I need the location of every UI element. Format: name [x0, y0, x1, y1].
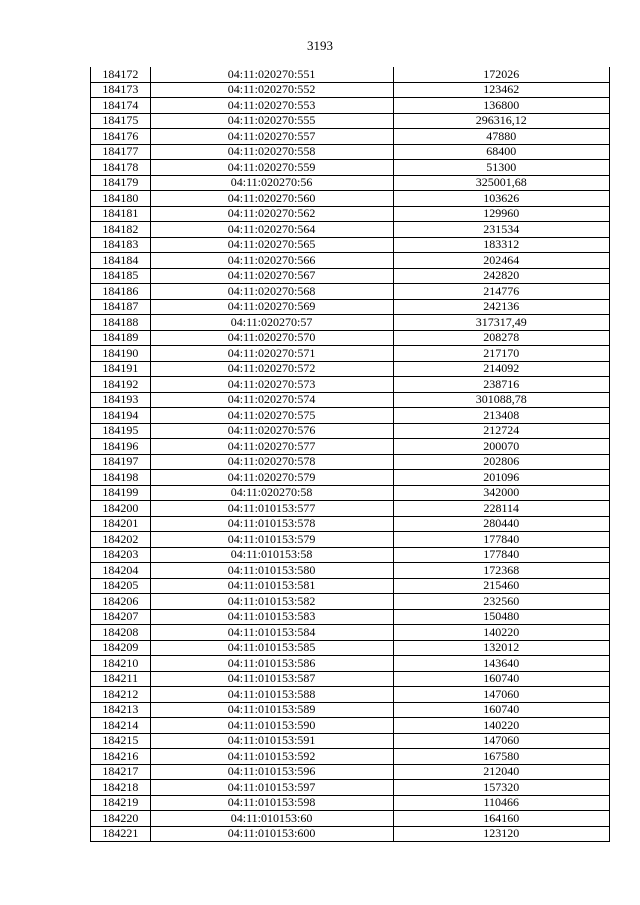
row-number-cell: 184201 — [91, 516, 151, 532]
row-number-cell: 184219 — [91, 795, 151, 811]
row-number-cell: 184211 — [91, 671, 151, 687]
row-number-cell: 184179 — [91, 175, 151, 191]
cadastral-number-cell: 04:11:020270:578 — [150, 454, 393, 470]
cadastral-value-cell: 68400 — [393, 144, 609, 160]
cadastral-value-table — [90, 67, 610, 842]
table-row — [91, 780, 610, 796]
table-row — [91, 671, 610, 687]
cadastral-number-cell: 04:11:020270:569 — [150, 299, 393, 315]
cadastral-value-cell: 143640 — [393, 656, 609, 672]
row-number-cell: 184184 — [91, 253, 151, 269]
cadastral-value-cell: 214092 — [393, 361, 609, 377]
table-row — [91, 222, 610, 238]
row-number-cell: 184206 — [91, 594, 151, 610]
cadastral-value-cell: 213408 — [393, 408, 609, 424]
cadastral-number-cell: 04:11:010153:580 — [150, 563, 393, 579]
row-number-cell: 184186 — [91, 284, 151, 300]
table-row — [91, 454, 610, 470]
cadastral-number-cell: 04:11:010153:591 — [150, 733, 393, 749]
cadastral-number-cell: 04:11:010153:60 — [150, 811, 393, 827]
table-row — [91, 377, 610, 393]
cadastral-value-cell: 140220 — [393, 625, 609, 641]
cadastral-value-cell: 214776 — [393, 284, 609, 300]
cadastral-number-cell: 04:11:010153:600 — [150, 826, 393, 842]
cadastral-number-cell: 04:11:020270:567 — [150, 268, 393, 284]
cadastral-value-cell: 51300 — [393, 160, 609, 176]
table-row — [91, 129, 610, 145]
cadastral-number-cell: 04:11:020270:566 — [150, 253, 393, 269]
cadastral-number-cell: 04:11:020270:562 — [150, 206, 393, 222]
table-row — [91, 206, 610, 222]
cadastral-number-cell: 04:11:010153:579 — [150, 532, 393, 548]
cadastral-value-cell: 132012 — [393, 640, 609, 656]
row-number-cell: 184202 — [91, 532, 151, 548]
row-number-cell: 184210 — [91, 656, 151, 672]
row-number-cell: 184173 — [91, 82, 151, 98]
row-number-cell: 184203 — [91, 547, 151, 563]
cadastral-value-cell: 280440 — [393, 516, 609, 532]
cadastral-number-cell: 04:11:020270:574 — [150, 392, 393, 408]
cadastral-number-cell: 04:11:010153:588 — [150, 687, 393, 703]
table-row — [91, 516, 610, 532]
cadastral-value-cell: 47880 — [393, 129, 609, 145]
cadastral-value-cell: 177840 — [393, 547, 609, 563]
row-number-cell: 184205 — [91, 578, 151, 594]
cadastral-value-cell: 177840 — [393, 532, 609, 548]
table-row — [91, 501, 610, 517]
cadastral-number-cell: 04:11:020270:58 — [150, 485, 393, 501]
cadastral-number-cell: 04:11:010153:577 — [150, 501, 393, 517]
cadastral-number-cell: 04:11:010153:581 — [150, 578, 393, 594]
cadastral-value-cell: 200070 — [393, 439, 609, 455]
row-number-cell: 184177 — [91, 144, 151, 160]
row-number-cell: 184213 — [91, 702, 151, 718]
table-row — [91, 532, 610, 548]
row-number-cell: 184195 — [91, 423, 151, 439]
cadastral-value-cell: 140220 — [393, 718, 609, 734]
table-row — [91, 113, 610, 129]
row-number-cell: 184215 — [91, 733, 151, 749]
cadastral-number-cell: 04:11:020270:572 — [150, 361, 393, 377]
cadastral-number-cell: 04:11:020270:56 — [150, 175, 393, 191]
cadastral-number-cell: 04:11:020270:575 — [150, 408, 393, 424]
table-row — [91, 237, 610, 253]
table-row — [91, 764, 610, 780]
table-row — [91, 284, 610, 300]
row-number-cell: 184185 — [91, 268, 151, 284]
row-number-cell: 184197 — [91, 454, 151, 470]
cadastral-value-cell: 296316,12 — [393, 113, 609, 129]
cadastral-value-cell: 172368 — [393, 563, 609, 579]
page-number: 3193 — [307, 38, 333, 53]
row-number-cell: 184183 — [91, 237, 151, 253]
row-number-cell: 184194 — [91, 408, 151, 424]
table-row — [91, 144, 610, 160]
cadastral-number-cell: 04:11:020270:57 — [150, 315, 393, 331]
cadastral-value-cell: 201096 — [393, 470, 609, 486]
table-row — [91, 98, 610, 114]
table-row — [91, 346, 610, 362]
row-number-cell: 184180 — [91, 191, 151, 207]
table-row — [91, 191, 610, 207]
row-number-cell: 184198 — [91, 470, 151, 486]
table-row — [91, 361, 610, 377]
table-row — [91, 175, 610, 191]
table-row — [91, 315, 610, 331]
table-row — [91, 749, 610, 765]
table-row — [91, 594, 610, 610]
row-number-cell: 184199 — [91, 485, 151, 501]
cadastral-number-cell: 04:11:010153:583 — [150, 609, 393, 625]
cadastral-number-cell: 04:11:010153:597 — [150, 780, 393, 796]
cadastral-number-cell: 04:11:020270:555 — [150, 113, 393, 129]
row-number-cell: 184217 — [91, 764, 151, 780]
table-row — [91, 485, 610, 501]
row-number-cell: 184204 — [91, 563, 151, 579]
row-number-cell: 184209 — [91, 640, 151, 656]
cadastral-value-cell: 231534 — [393, 222, 609, 238]
row-number-cell: 184181 — [91, 206, 151, 222]
row-number-cell: 184212 — [91, 687, 151, 703]
row-number-cell: 184208 — [91, 625, 151, 641]
cadastral-value-cell: 215460 — [393, 578, 609, 594]
table-row — [91, 82, 610, 98]
table-row — [91, 67, 610, 82]
cadastral-number-cell: 04:11:010153:582 — [150, 594, 393, 610]
cadastral-number-cell: 04:11:010153:592 — [150, 749, 393, 765]
table-row — [91, 826, 610, 842]
row-number-cell: 184200 — [91, 501, 151, 517]
cadastral-value-cell: 212040 — [393, 764, 609, 780]
table-row — [91, 625, 610, 641]
cadastral-value-cell: 217170 — [393, 346, 609, 362]
cadastral-value-cell: 172026 — [393, 67, 609, 82]
table-row — [91, 656, 610, 672]
table-row — [91, 811, 610, 827]
row-number-cell: 184221 — [91, 826, 151, 842]
cadastral-value-cell: 147060 — [393, 733, 609, 749]
cadastral-value-cell: 212724 — [393, 423, 609, 439]
cadastral-value-cell: 202464 — [393, 253, 609, 269]
table-row — [91, 330, 610, 346]
cadastral-number-cell: 04:11:020270:559 — [150, 160, 393, 176]
cadastral-number-cell: 04:11:010153:584 — [150, 625, 393, 641]
table-row — [91, 268, 610, 284]
cadastral-value-cell: 317317,49 — [393, 315, 609, 331]
cadastral-value-cell: 183312 — [393, 237, 609, 253]
row-number-cell: 184174 — [91, 98, 151, 114]
row-number-cell: 184178 — [91, 160, 151, 176]
cadastral-number-cell: 04:11:010153:587 — [150, 671, 393, 687]
table-row — [91, 547, 610, 563]
cadastral-number-cell: 04:11:010153:585 — [150, 640, 393, 656]
table-row — [91, 795, 610, 811]
table-row — [91, 253, 610, 269]
cadastral-value-cell: 242136 — [393, 299, 609, 315]
cadastral-number-cell: 04:11:020270:564 — [150, 222, 393, 238]
cadastral-number-cell: 04:11:020270:577 — [150, 439, 393, 455]
cadastral-number-cell: 04:11:010153:58 — [150, 547, 393, 563]
row-number-cell: 184191 — [91, 361, 151, 377]
cadastral-value-cell: 123462 — [393, 82, 609, 98]
table-row — [91, 578, 610, 594]
cadastral-number-cell: 04:11:020270:568 — [150, 284, 393, 300]
cadastral-number-cell: 04:11:020270:579 — [150, 470, 393, 486]
cadastral-number-cell: 04:11:020270:565 — [150, 237, 393, 253]
cadastral-value-cell: 228114 — [393, 501, 609, 517]
row-number-cell: 184175 — [91, 113, 151, 129]
cadastral-value-cell: 160740 — [393, 671, 609, 687]
cadastral-value-cell: 208278 — [393, 330, 609, 346]
row-number-cell: 184172 — [91, 67, 151, 82]
table-row — [91, 160, 610, 176]
cadastral-number-cell: 04:11:020270:558 — [150, 144, 393, 160]
cadastral-value-cell: 342000 — [393, 485, 609, 501]
row-number-cell: 184188 — [91, 315, 151, 331]
cadastral-value-cell: 167580 — [393, 749, 609, 765]
table-row — [91, 702, 610, 718]
cadastral-value-cell: 242820 — [393, 268, 609, 284]
cadastral-value-cell: 150480 — [393, 609, 609, 625]
cadastral-number-cell: 04:11:020270:571 — [150, 346, 393, 362]
row-number-cell: 184176 — [91, 129, 151, 145]
cadastral-value-cell: 238716 — [393, 377, 609, 393]
table-row — [91, 299, 610, 315]
cadastral-value-cell: 157320 — [393, 780, 609, 796]
table-row — [91, 609, 610, 625]
cadastral-value-cell: 160740 — [393, 702, 609, 718]
row-number-cell: 184218 — [91, 780, 151, 796]
cadastral-number-cell: 04:11:010153:589 — [150, 702, 393, 718]
cadastral-value-cell: 110466 — [393, 795, 609, 811]
row-number-cell: 184216 — [91, 749, 151, 765]
row-number-cell: 184187 — [91, 299, 151, 315]
cadastral-number-cell: 04:11:010153:598 — [150, 795, 393, 811]
table-row — [91, 640, 610, 656]
cadastral-value-cell: 232560 — [393, 594, 609, 610]
cadastral-number-cell: 04:11:020270:552 — [150, 82, 393, 98]
cadastral-number-cell: 04:11:020270:570 — [150, 330, 393, 346]
cadastral-value-cell: 202806 — [393, 454, 609, 470]
row-number-cell: 184192 — [91, 377, 151, 393]
cadastral-value-cell: 147060 — [393, 687, 609, 703]
cadastral-number-cell: 04:11:010153:590 — [150, 718, 393, 734]
cadastral-value-cell: 164160 — [393, 811, 609, 827]
table-row — [91, 718, 610, 734]
cadastral-value-cell: 301088,78 — [393, 392, 609, 408]
table-row — [91, 423, 610, 439]
cadastral-number-cell: 04:11:020270:573 — [150, 377, 393, 393]
table-row — [91, 470, 610, 486]
cadastral-number-cell: 04:11:020270:576 — [150, 423, 393, 439]
table-row — [91, 392, 610, 408]
table-row — [91, 439, 610, 455]
cadastral-value-cell: 103626 — [393, 191, 609, 207]
table-row — [91, 408, 610, 424]
cadastral-number-cell: 04:11:020270:560 — [150, 191, 393, 207]
row-number-cell: 184189 — [91, 330, 151, 346]
table-row — [91, 563, 610, 579]
cadastral-value-cell: 136800 — [393, 98, 609, 114]
table-row — [91, 687, 610, 703]
cadastral-number-cell: 04:11:010153:578 — [150, 516, 393, 532]
cadastral-value-cell: 325001,68 — [393, 175, 609, 191]
row-number-cell: 184182 — [91, 222, 151, 238]
cadastral-number-cell: 04:11:010153:586 — [150, 656, 393, 672]
row-number-cell: 184196 — [91, 439, 151, 455]
cadastral-number-cell: 04:11:020270:557 — [150, 129, 393, 145]
cadastral-number-cell: 04:11:010153:596 — [150, 764, 393, 780]
table-body — [91, 67, 610, 842]
row-number-cell: 184193 — [91, 392, 151, 408]
table-row — [91, 733, 610, 749]
row-number-cell: 184207 — [91, 609, 151, 625]
cadastral-number-cell: 04:11:020270:553 — [150, 98, 393, 114]
row-number-cell: 184220 — [91, 811, 151, 827]
cadastral-value-cell: 129960 — [393, 206, 609, 222]
row-number-cell: 184190 — [91, 346, 151, 362]
row-number-cell: 184214 — [91, 718, 151, 734]
cadastral-number-cell: 04:11:020270:551 — [150, 67, 393, 82]
cadastral-value-cell: 123120 — [393, 826, 609, 842]
